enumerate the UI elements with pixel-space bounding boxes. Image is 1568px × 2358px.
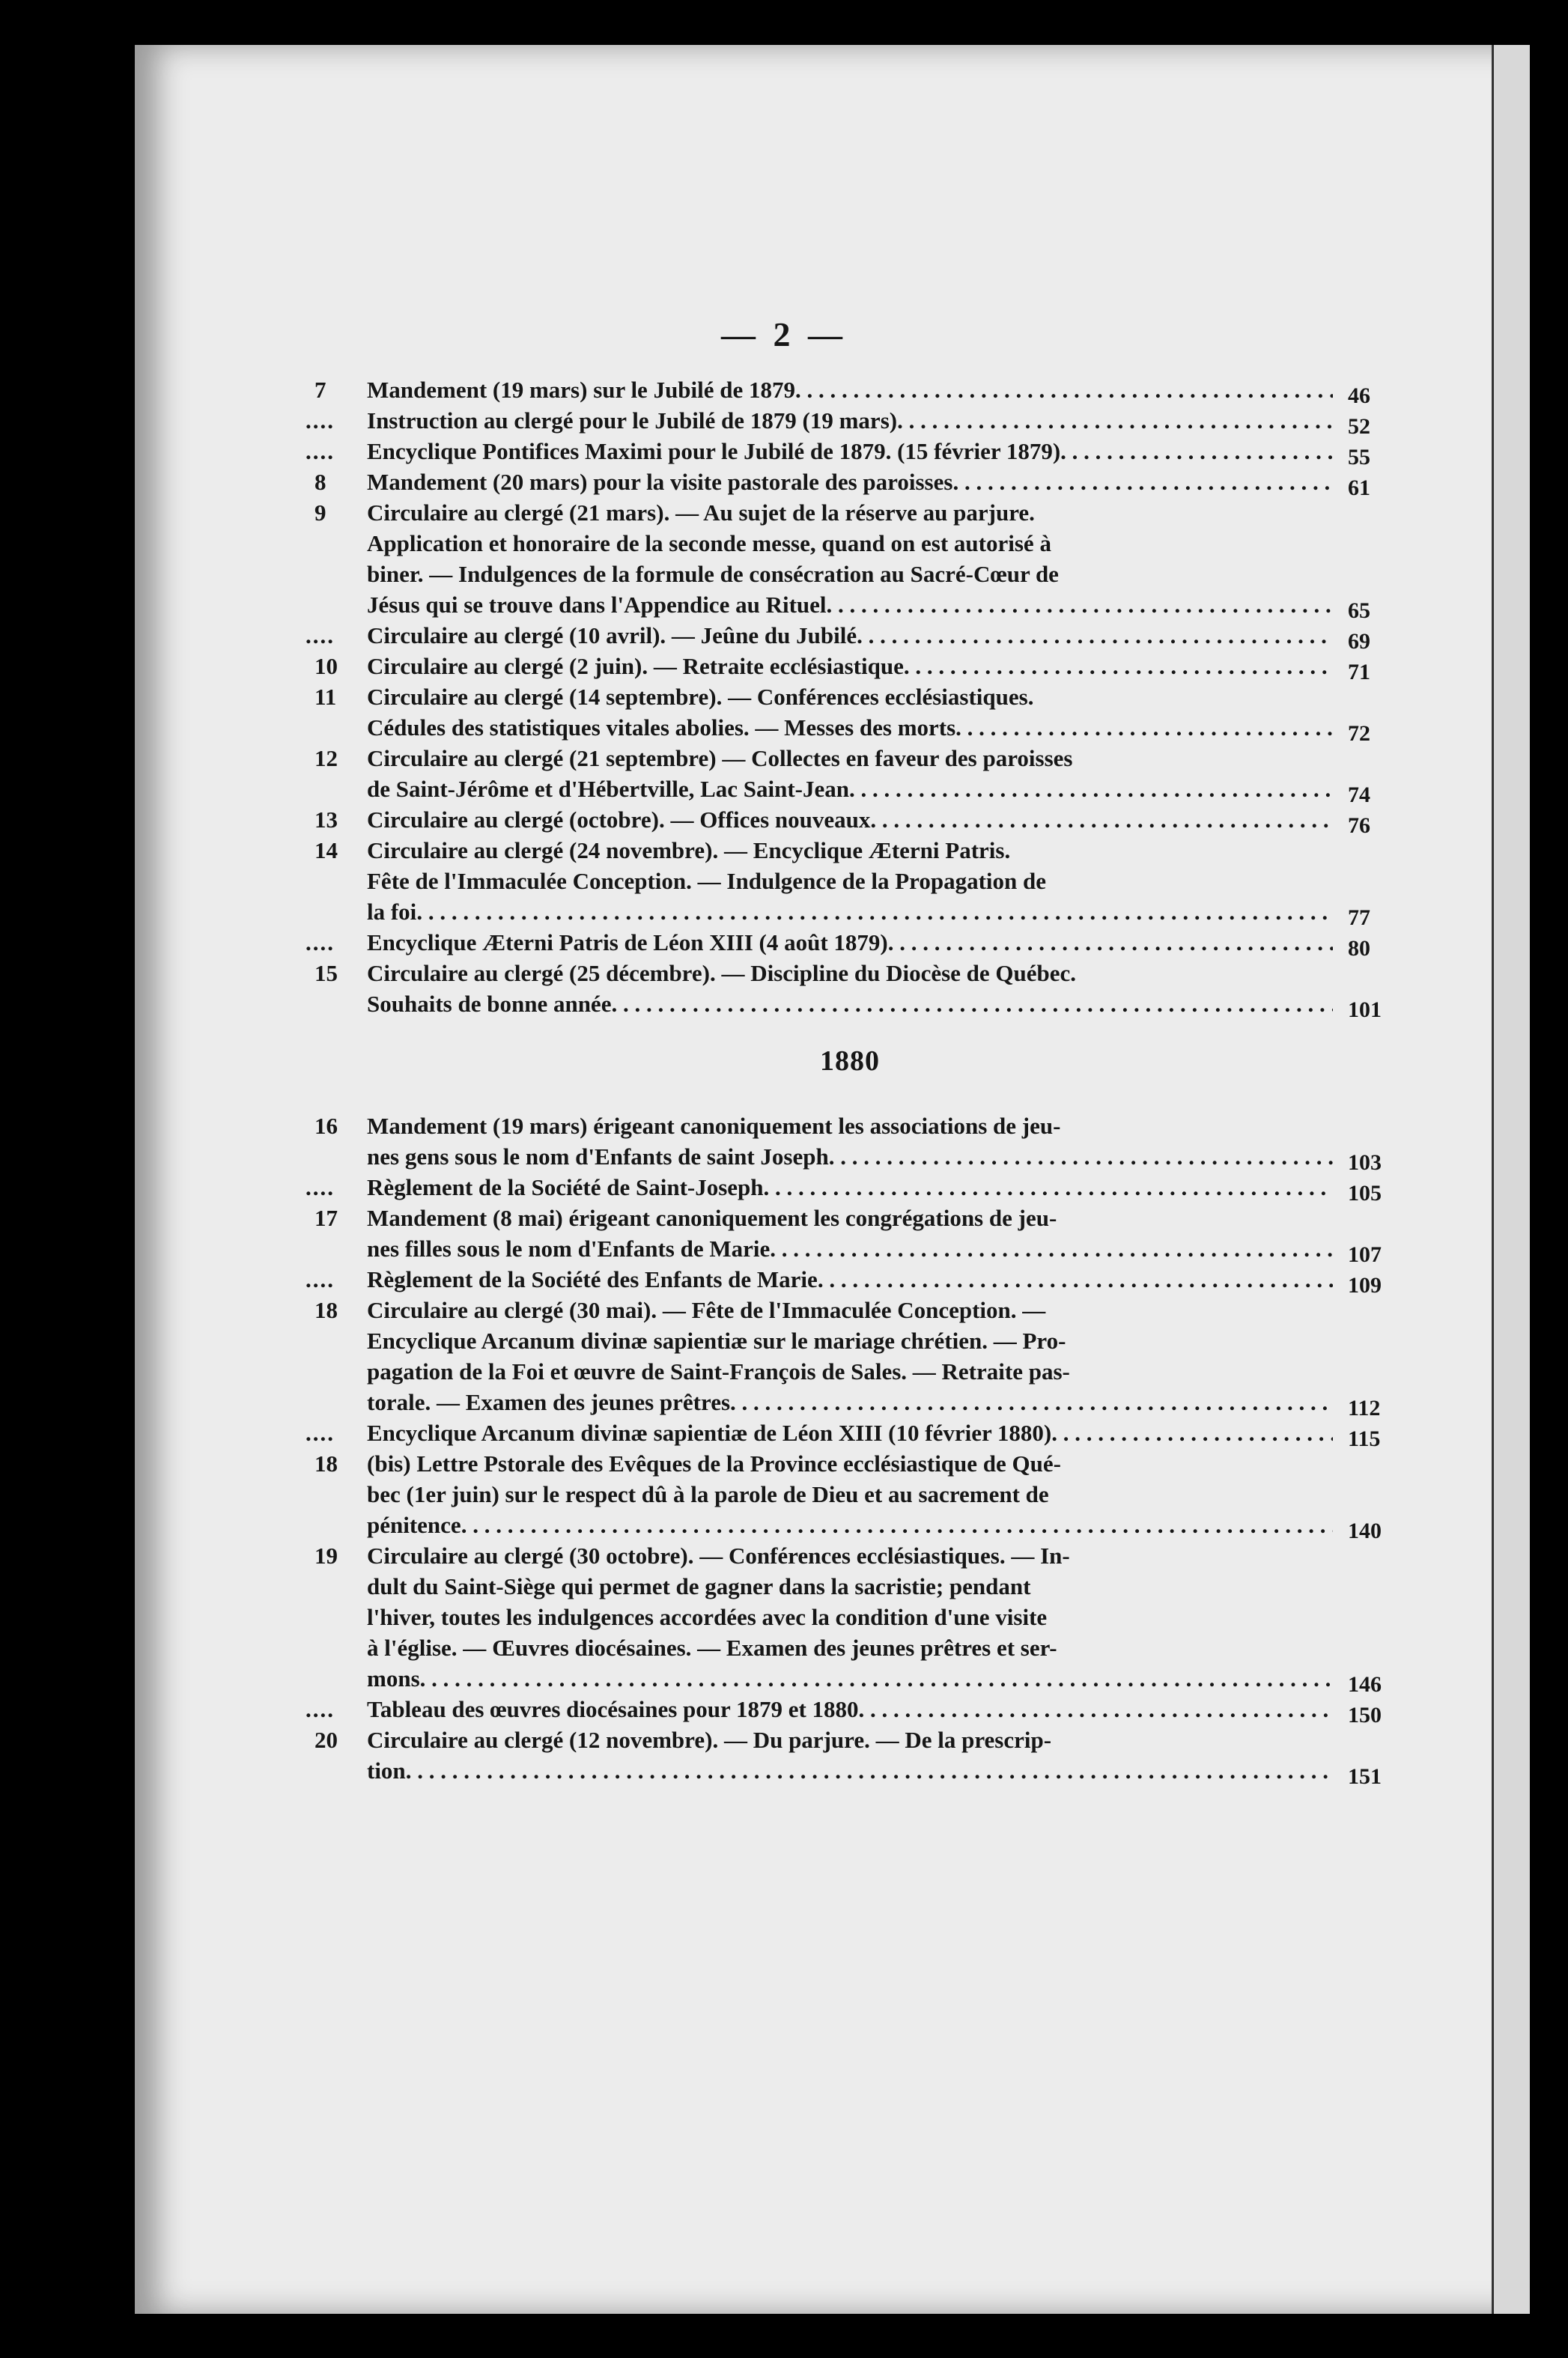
entry-text xyxy=(367,1110,1333,1172)
entry-number: .... xyxy=(306,438,335,464)
toc-entry xyxy=(306,405,1370,439)
entry-line: Circulaire au clergé (24 novembre). — Encyclique Æterni Patris. xyxy=(367,837,1011,863)
dot-leader xyxy=(904,651,1333,681)
toc-entry xyxy=(306,1172,1382,1206)
entry-line: bec (1er juin) sur le respect dû à la parole de Dieu et au sacrement de xyxy=(367,1481,1049,1507)
entry-number: 13 xyxy=(314,806,338,833)
entry-line: Mandement (19 mars) érigeant canoniquement les associations de jeu- xyxy=(367,1113,1061,1139)
toc-entry xyxy=(314,743,1370,807)
entry-line: Tableau des œuvres diocésaines pour 1879 et 1880 . . . xyxy=(367,1694,1333,1725)
entry-page-number: 109 xyxy=(1348,1273,1382,1298)
entry-page-number: 65 xyxy=(1348,598,1370,623)
entry-number: 20 xyxy=(314,1727,338,1753)
toc-entry xyxy=(314,1110,1382,1175)
entry-text xyxy=(367,1540,1333,1694)
entry-text xyxy=(367,436,1333,467)
entries-1880 xyxy=(306,1110,1382,1789)
entry-text xyxy=(367,743,1333,804)
dot-leader xyxy=(829,1141,1333,1172)
toc-entry xyxy=(314,1295,1381,1420)
entry-number: 19 xyxy=(314,1543,338,1569)
entry-line: pénitence . . . xyxy=(367,1510,1333,1540)
entry-text xyxy=(367,927,1333,958)
dot-leader xyxy=(1051,1417,1333,1448)
entry-line: Règlement de la Société de Saint-Joseph . . . xyxy=(367,1172,1333,1203)
entry-page-number: 72 xyxy=(1348,721,1370,746)
entry-line: Circulaire au clergé (10 avril). — Jeûne du Jubilé . . . xyxy=(367,620,1333,651)
toc-entry xyxy=(306,927,1370,961)
table-of-contents xyxy=(306,374,1382,1789)
toc-entry xyxy=(306,1694,1382,1728)
entry-text xyxy=(367,1264,1333,1295)
entry-line: mons . . . xyxy=(367,1663,1333,1694)
entry-text xyxy=(367,1295,1333,1417)
entry-line: Circulaire au clergé (21 septembre) — Collectes en faveur des paroisses xyxy=(367,745,1073,771)
toc-entry xyxy=(314,1203,1382,1267)
entry-line: l'hiver, toutes les indulgences accordées avec la condition d'une visite xyxy=(367,1604,1048,1630)
entry-line: Circulaire au clergé (14 septembre). — Conférences ecclésiastiques. xyxy=(367,684,1034,710)
entry-page-number: 140 xyxy=(1348,1519,1382,1543)
entry-page-number: 77 xyxy=(1348,905,1370,930)
entry-number: 8 xyxy=(314,469,326,495)
toc-entry xyxy=(314,1448,1382,1543)
entry-line: Fête de l'Immaculée Conception. — Indulgence de la Propagation de xyxy=(367,868,1046,894)
entry-line: Règlement de la Société des Enfants de Marie . . . xyxy=(367,1264,1333,1295)
toc-entry xyxy=(314,497,1370,623)
entry-line: Mandement (20 mars) pour la visite pastorale des paroisses . . . xyxy=(367,467,1333,497)
entries-1879 xyxy=(306,374,1382,1022)
entry-page-number: 55 xyxy=(1348,445,1370,470)
entry-number: 15 xyxy=(314,960,338,986)
entry-line: torale. — Examen des jeunes prêtres . . . xyxy=(367,1387,1333,1417)
dot-leader xyxy=(897,405,1333,436)
entry-line: la foi . . . xyxy=(367,896,1333,927)
entry-number: 11 xyxy=(314,684,337,710)
entry-text xyxy=(367,405,1333,436)
entry-page-number: 150 xyxy=(1348,1703,1382,1728)
entry-number: 9 xyxy=(314,499,326,526)
entry-text xyxy=(367,1725,1333,1786)
entry-line: Circulaire au clergé (30 mai). — Fête de l'Immaculée Conception. — xyxy=(367,1297,1046,1323)
entry-line: Encyclique Arcanum divinæ sapientiæ sur le mariage chrétien. — Pro- xyxy=(367,1328,1066,1354)
entry-line: Circulaire au clergé (21 mars). — Au sujet de la réserve au parjure. xyxy=(367,499,1035,526)
entry-page-number: 107 xyxy=(1348,1242,1382,1267)
entry-line: biner. — Indulgences de la formule de consécration au Sacré-Cœur de xyxy=(367,561,1059,587)
entry-line: Souhaits de bonne année . . . xyxy=(367,988,1333,1019)
entry-number: 18 xyxy=(314,1297,338,1323)
entry-number: 16 xyxy=(314,1113,338,1139)
entry-line: de Saint-Jérôme et d'Hébertville, Lac Saint-Jean . . . xyxy=(367,774,1333,804)
toc-entry xyxy=(314,958,1382,1022)
entry-text xyxy=(367,681,1333,743)
dot-leader xyxy=(955,712,1333,743)
toc-entry xyxy=(306,1264,1382,1298)
entry-page-number: 146 xyxy=(1348,1672,1382,1697)
entry-line: Circulaire au clergé (25 décembre). — Discipline du Diocèse de Québec. xyxy=(367,960,1077,986)
entry-number: .... xyxy=(306,929,335,955)
entry-text xyxy=(367,835,1333,927)
dot-leader xyxy=(416,896,1333,927)
entry-text xyxy=(367,374,1333,405)
entry-line: nes filles sous le nom d'Enfants de Marie . . . xyxy=(367,1233,1333,1264)
page-number: — 2 — xyxy=(721,315,847,353)
toc-entry xyxy=(306,436,1370,470)
entry-page-number: 103 xyxy=(1348,1150,1382,1175)
dot-leader xyxy=(818,1264,1333,1295)
entry-number: .... xyxy=(306,1266,335,1292)
entry-line: Cédules des statistiques vitales abolies. — Messes des morts . . . xyxy=(367,712,1333,743)
dot-leader xyxy=(764,1172,1333,1203)
entry-text xyxy=(367,1417,1333,1448)
toc-entry xyxy=(314,374,1370,408)
entry-text xyxy=(367,651,1333,681)
entry-line: Circulaire au clergé (2 juin). — Retraite ecclésiastique . . . xyxy=(367,651,1333,681)
toc-entry xyxy=(314,651,1370,684)
dot-leader xyxy=(795,374,1333,405)
dot-leader xyxy=(952,467,1333,497)
entry-page-number: 74 xyxy=(1348,783,1370,807)
entry-number: 10 xyxy=(314,653,338,679)
entry-line: Encyclique Pontifices Maximi pour le Jubilé de 1879. (15 février 1879) . . . xyxy=(367,436,1333,467)
entry-page-number: 105 xyxy=(1348,1181,1382,1206)
entry-line: Mandement (19 mars) sur le Jubilé de 1879 . . . xyxy=(367,374,1333,405)
toc-entry xyxy=(314,467,1370,500)
dot-leader xyxy=(611,988,1333,1019)
entry-page-number: 46 xyxy=(1348,383,1370,408)
entry-page-number: 69 xyxy=(1348,629,1370,654)
entry-text xyxy=(367,1203,1333,1264)
entry-text xyxy=(367,467,1333,497)
year-heading-1880: 1880 xyxy=(820,1045,880,1077)
dot-leader xyxy=(849,774,1333,804)
entry-line: nes gens sous le nom d'Enfants de saint Joseph . . . xyxy=(367,1141,1333,1172)
dot-leader xyxy=(406,1755,1333,1786)
entry-line: Circulaire au clergé (30 octobre). — Conférences ecclésiastiques. — In- xyxy=(367,1543,1070,1569)
toc-entry xyxy=(314,1540,1382,1697)
entry-number: 17 xyxy=(314,1205,338,1231)
entry-page-number: 52 xyxy=(1348,414,1370,439)
entry-page-number: 151 xyxy=(1348,1764,1382,1789)
entry-page-number: 115 xyxy=(1348,1426,1381,1451)
toc-entry xyxy=(306,1417,1381,1451)
dot-leader xyxy=(888,927,1333,958)
toc-entry xyxy=(314,681,1370,746)
entry-text xyxy=(367,1694,1333,1725)
entry-line: pagation de la Foi et œuvre de Saint-François de Sales. — Retraite pas- xyxy=(367,1358,1070,1385)
entry-number: 7 xyxy=(314,377,326,403)
entry-text xyxy=(367,497,1333,620)
entry-page-number: 80 xyxy=(1348,936,1370,961)
entry-line: Encyclique Æterni Patris de Léon XIII (4 août 1879) . . . xyxy=(367,927,1333,958)
entry-text xyxy=(367,1448,1333,1540)
entry-number: .... xyxy=(306,1696,335,1722)
toc-entry xyxy=(314,835,1370,930)
entry-number: .... xyxy=(306,407,335,434)
entry-number: .... xyxy=(306,1420,335,1446)
dot-leader xyxy=(827,589,1333,620)
dot-leader xyxy=(420,1663,1333,1694)
page-edge xyxy=(1492,45,1530,2314)
entry-line: dult du Saint-Siège qui permet de gagner dans la sacristie; pendant xyxy=(367,1573,1031,1599)
entry-text xyxy=(367,958,1333,1019)
entry-text xyxy=(367,620,1333,651)
entry-line: tion . . . xyxy=(367,1755,1333,1786)
toc-entry xyxy=(314,1725,1382,1789)
entry-number: .... xyxy=(306,622,335,648)
entry-page-number: 101 xyxy=(1348,997,1382,1022)
entry-number: 14 xyxy=(314,837,338,863)
entry-number: 12 xyxy=(314,745,338,771)
dot-leader xyxy=(461,1510,1333,1540)
entry-line: à l'église. — Œuvres diocésaines. — Examen des jeunes prêtres et ser- xyxy=(367,1635,1057,1661)
entry-line: Application et honoraire de la seconde messe, quand on est autorisé à xyxy=(367,530,1051,556)
toc-entry xyxy=(314,804,1370,838)
entry-number: 18 xyxy=(314,1450,338,1477)
dot-leader xyxy=(870,804,1333,835)
entry-page-number: 71 xyxy=(1348,660,1370,684)
entry-line: Encyclique Arcanum divinæ sapientiæ de Léon XIII (10 février 1880) . . . xyxy=(367,1417,1333,1448)
dot-leader xyxy=(730,1387,1333,1417)
dot-leader xyxy=(859,1694,1333,1725)
entry-number: .... xyxy=(306,1174,335,1200)
entry-line: Mandement (8 mai) érigeant canoniquement les congrégations de jeu- xyxy=(367,1205,1057,1231)
entry-page-number: 76 xyxy=(1348,813,1370,838)
toc-entry xyxy=(306,620,1370,654)
dot-leader xyxy=(1060,436,1333,467)
entry-text xyxy=(367,1172,1333,1203)
entry-line: (bis) Lettre Pstorale des Evêques de la Province ecclésiastique de Qué- xyxy=(367,1450,1061,1477)
entry-line: Jésus qui se trouve dans l'Appendice au Rituel . . . xyxy=(367,589,1333,620)
entry-text xyxy=(367,804,1333,835)
entry-page-number: 112 xyxy=(1348,1396,1381,1420)
entry-line: Circulaire au clergé (octobre). — Offices nouveaux . . . xyxy=(367,804,1333,835)
entry-line: Circulaire au clergé (12 novembre). — Du parjure. — De la prescrip- xyxy=(367,1727,1052,1753)
dot-leader xyxy=(857,620,1333,651)
entry-line: Instruction au clergé pour le Jubilé de 1879 (19 mars) . . . xyxy=(367,405,1333,436)
dot-leader xyxy=(770,1233,1333,1264)
entry-page-number: 61 xyxy=(1348,475,1370,500)
